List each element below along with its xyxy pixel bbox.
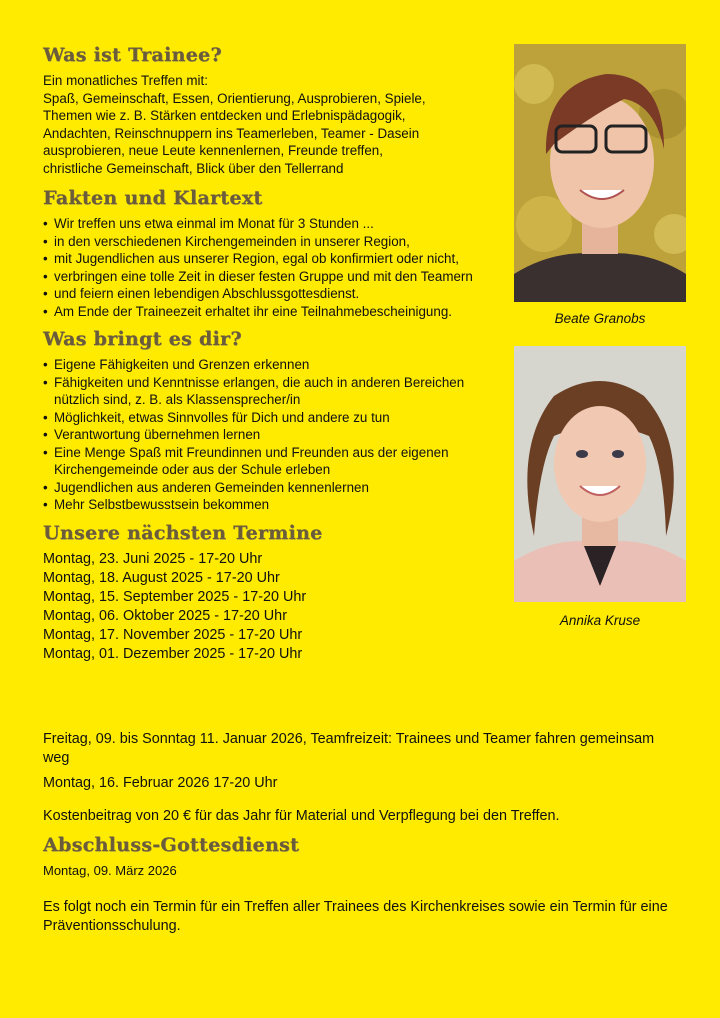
photo-beate-granobs xyxy=(514,44,686,302)
date-entry: Montag, 01. Dezember 2025 - 17-20 Uhr xyxy=(43,645,303,662)
caption-annika: Annika Kruse xyxy=(559,613,641,628)
februar-entry: Montag, 16. Februar 2026 17-20 Uhr xyxy=(43,775,278,791)
list-item: • verbringen eine tolle Zeit in dieser festen Gruppe und mit den Teamern xyxy=(43,268,503,286)
photo-annika-kruse xyxy=(514,346,686,602)
list-item: • Wir treffen uns etwa einmal im Monat für 3 Stunden ... xyxy=(43,215,503,233)
bringt-list xyxy=(43,356,503,514)
freizeit-entry: Freitag, 09. bis Sonntag 11. Januar 2026, Teamfreizeit: Trainees und Teamer fahren gemeinsam weg xyxy=(43,731,655,766)
trainee-line: Themen wie z. B. Stärken entdecken und Erlebnispädagogik, xyxy=(43,108,406,123)
date-entry: Montag, 17. November 2025 - 17-20 Uhr xyxy=(43,626,303,643)
trainee-line: Ein monatliches Treffen mit: xyxy=(43,73,208,88)
list-item: • und feiern einen lebendigen Abschlussgottesdienst. xyxy=(43,285,503,303)
trainee-line: ausprobieren, neue Leute kennenlernen, Freunde treffen, xyxy=(43,143,383,158)
kosten-note: Kostenbeitrag von 20 € für das Jahr für Material und Verpflegung bei den Treffen. xyxy=(43,808,560,824)
heading-was-ist-trainee: Was ist Trainee? xyxy=(43,44,222,66)
list-item: • Eigene Fähigkeiten und Grenzen erkennen xyxy=(43,356,503,374)
list-item: • Eine Menge Spaß mit Freundinnen und Freunden aus der eigenen Kirchengemeinde oder aus der Schule erleben xyxy=(43,444,503,479)
heading-fakten: Fakten und Klartext xyxy=(43,187,263,209)
fakten-list xyxy=(43,215,503,320)
list-item: • mit Jugendlichen aus unserer Region, egal ob konfirmiert oder nicht, xyxy=(43,250,503,268)
list-item: • Verantwortung übernehmen lernen xyxy=(43,426,503,444)
trainee-description xyxy=(43,72,503,177)
trainee-line: Andachten, Reinschnuppern ins Teamerleben, Teamer - Dasein xyxy=(43,125,420,141)
date-entry: Montag, 18. August 2025 - 17-20 Uhr xyxy=(43,569,280,586)
main-column xyxy=(43,44,503,664)
abschluss-section xyxy=(43,836,683,936)
list-item: • Jugendlichen aus anderen Gemeinden kennenlernen xyxy=(43,479,503,497)
date-entry: Montag, 23. Juni 2025 - 17-20 Uhr xyxy=(43,550,263,567)
abschluss-date: Montag, 09. März 2026 xyxy=(43,863,177,878)
heading-was-bringt-es-dir: Was bringt es dir? xyxy=(43,328,242,350)
list-item: • Möglichkeit, etwas Sinnvolles für Dich und andere zu tun xyxy=(43,409,503,427)
heading-abschluss: Abschluss-Gottesdienst xyxy=(43,834,300,856)
list-item: • Fähigkeiten und Kenntnisse erlangen, die auch in anderen Bereichen nützlich sind, z. B. als Klassensprecher/in xyxy=(43,374,503,409)
trainee-line: Spaß, Gemeinschaft, Essen, Orientierung, Ausprobieren, Spiele, xyxy=(43,90,426,106)
date-entry: Montag, 06. Oktober 2025 - 17-20 Uhr xyxy=(43,607,287,624)
list-item: • Am Ende der Traineezeit erhaltet ihr eine Teilnahmebescheinigung. xyxy=(43,303,503,321)
dates-list xyxy=(43,550,503,664)
list-item: • Mehr Selbstbewusstsein bekommen xyxy=(43,496,503,514)
abschluss-note: Es folgt noch ein Termin für ein Treffen aller Trainees des Kirchenkreises sowie ein Termin für eine Präventionsschulung. xyxy=(43,899,668,934)
heading-termine: Unsere nächsten Termine xyxy=(43,521,323,544)
list-item: • in den verschiedenen Kirchengemeinden in unserer Region, xyxy=(43,233,503,251)
trainee-line: christliche Gemeinschaft, Blick über den Tellerrand xyxy=(43,160,344,176)
caption-beate: Beate Granobs xyxy=(554,311,646,326)
date-entry: Montag, 15. September 2025 - 17-20 Uhr xyxy=(43,588,307,605)
